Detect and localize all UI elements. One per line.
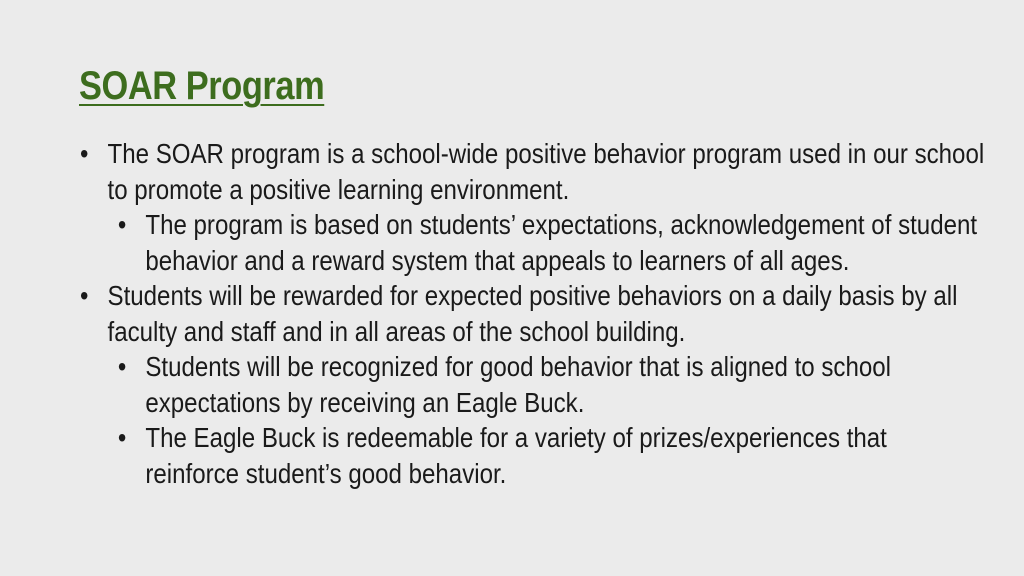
bullet-marker: • bbox=[80, 280, 89, 311]
bullet-list bbox=[80, 136, 985, 491]
slide-title: SOAR Program bbox=[79, 64, 325, 108]
sub-bullet-item bbox=[118, 207, 980, 278]
bullet-text: The program is based on students’ expectations, acknowledgement of student behavior and a reward system that appeals to learners of all ages. bbox=[145, 209, 978, 276]
bullet-item bbox=[80, 136, 993, 207]
bullet-text: The Eagle Buck is redeemable for a variety of prizes/experiences that reinforce student’s good behavior. bbox=[145, 422, 887, 489]
sub-bullet-item bbox=[118, 420, 980, 491]
bullet-marker: • bbox=[117, 209, 127, 240]
sub-bullet-item bbox=[118, 349, 980, 420]
slide-content bbox=[80, 136, 985, 491]
bullet-text: Students will be recognized for good behavior that is aligned to school expectations by receiving an Eagle Buck. bbox=[145, 351, 891, 418]
bullet-text: Students will be rewarded for expected positive behaviors on a daily basis by all faculty and staff and in all areas of the school building. bbox=[107, 280, 958, 347]
bullet-marker: • bbox=[117, 422, 127, 453]
bullet-marker: • bbox=[117, 351, 127, 382]
bullet-marker: • bbox=[80, 138, 89, 169]
bullet-text: The SOAR program is a school-wide positive behavior program used in our school to promote a positive learning environment. bbox=[107, 138, 985, 205]
bullet-item bbox=[80, 278, 993, 349]
